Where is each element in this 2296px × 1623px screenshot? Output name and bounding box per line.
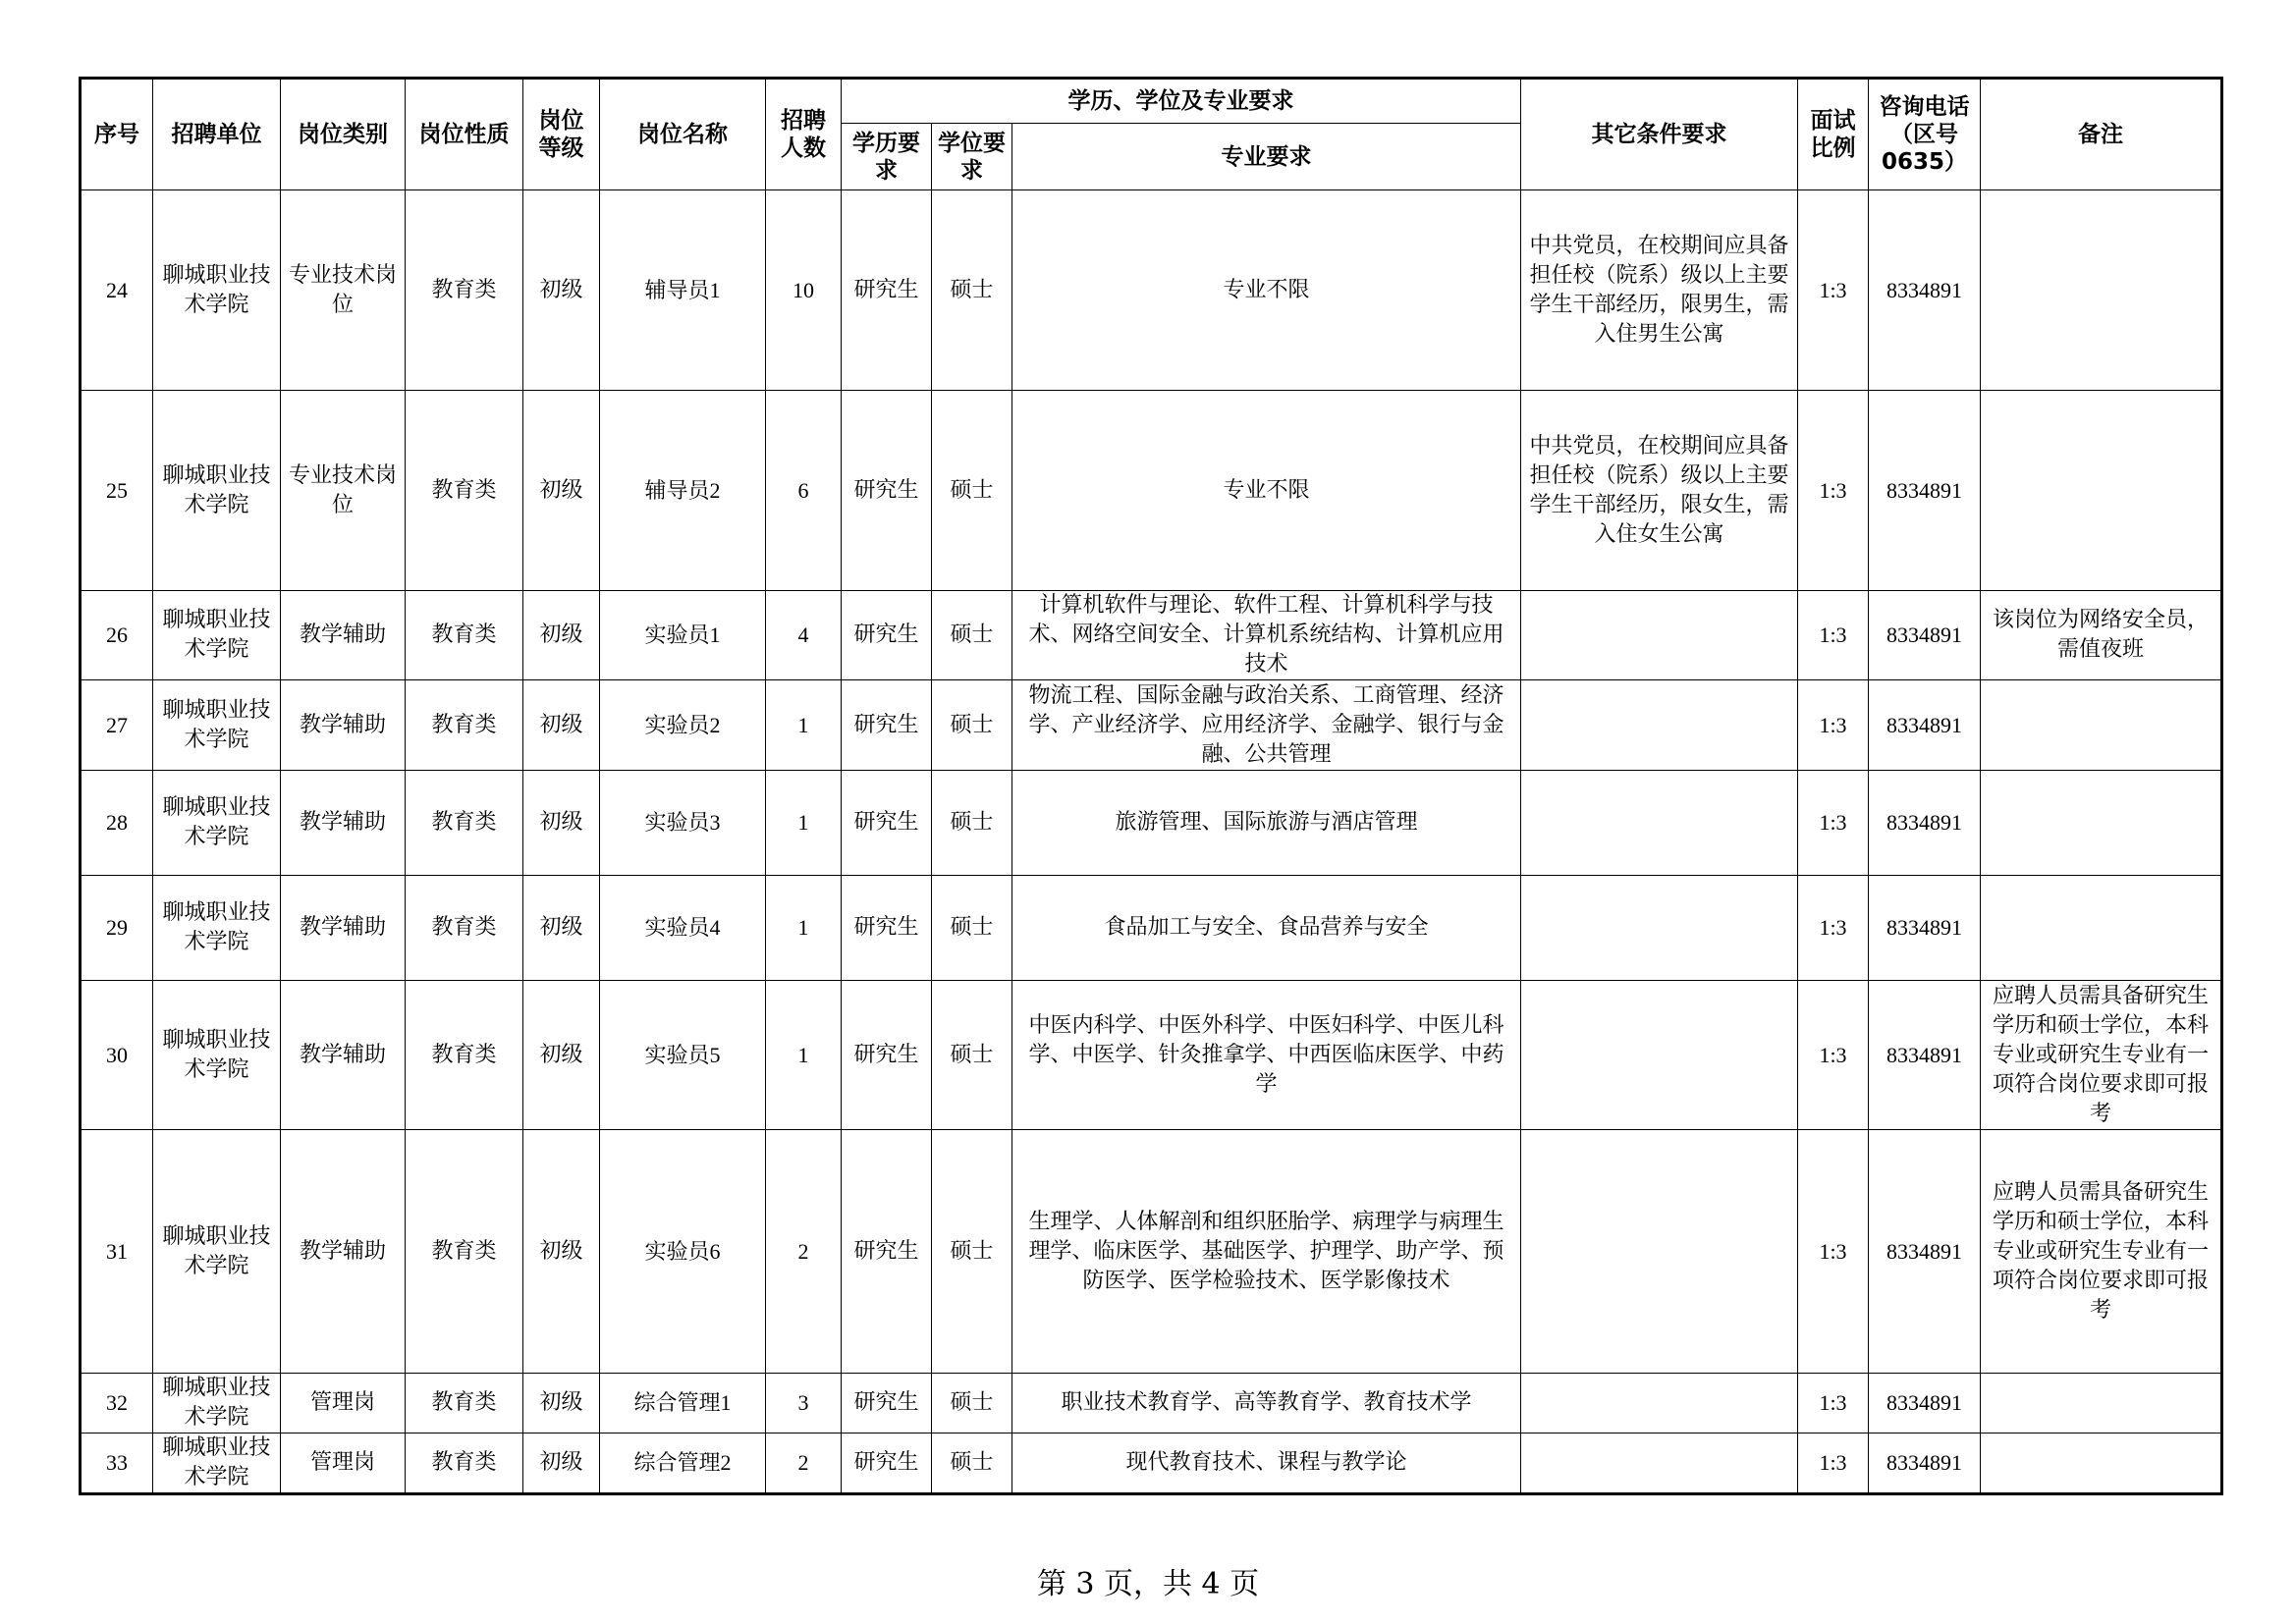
- cell-phone: 8334891: [1869, 190, 1981, 391]
- cell-phone: 8334891: [1869, 391, 1981, 591]
- cell-edu: 研究生: [842, 1374, 932, 1434]
- cell-other: [1521, 1434, 1798, 1494]
- header-count: 招聘人数: [766, 79, 842, 190]
- cell-other: [1521, 1130, 1798, 1374]
- cell-ratio: 1:3: [1798, 981, 1869, 1130]
- cell-count: 1: [766, 876, 842, 981]
- table-body: [81, 190, 2222, 1494]
- cell-edu: 研究生: [842, 981, 932, 1130]
- cell-ratio: 1:3: [1798, 190, 1869, 391]
- cell-nature: 教育类: [406, 771, 523, 876]
- table-row: [81, 1374, 2222, 1434]
- cell-category: 教学辅助: [281, 591, 406, 680]
- cell-other: [1521, 680, 1798, 771]
- cell-category: 教学辅助: [281, 876, 406, 981]
- cell-level: 初级: [523, 591, 600, 680]
- cell-edu: 研究生: [842, 591, 932, 680]
- cell-name: 实验员4: [600, 876, 766, 981]
- cell-degree: 硕士: [932, 391, 1012, 591]
- cell-major: 物流工程、国际金融与政治关系、工商管理、经济学、产业经济学、应用经济学、金融学、银行与金融、公共管理: [1012, 680, 1521, 771]
- cell-nature: 教育类: [406, 876, 523, 981]
- cell-count: 2: [766, 1434, 842, 1494]
- cell-count: 1: [766, 771, 842, 876]
- header-edu-group: 学历、学位及专业要求: [842, 79, 1521, 124]
- cell-unit: 聊城职业技术学院: [153, 876, 281, 981]
- cell-level: 初级: [523, 771, 600, 876]
- table-row: [81, 981, 2222, 1130]
- cell-other: 中共党员，在校期间应具备担任校（院系）级以上主要学生干部经历，限男生，需入住男生公寓: [1521, 190, 1798, 391]
- cell-ratio: 1:3: [1798, 391, 1869, 591]
- cell-count: 2: [766, 1130, 842, 1374]
- cell-nature: 教育类: [406, 591, 523, 680]
- cell-name: 辅导员2: [600, 391, 766, 591]
- cell-level: 初级: [523, 1374, 600, 1434]
- cell-category: 专业技术岗位: [281, 391, 406, 591]
- cell-nature: 教育类: [406, 190, 523, 391]
- cell-phone: 8334891: [1869, 591, 1981, 680]
- cell-category: 教学辅助: [281, 771, 406, 876]
- cell-unit: 聊城职业技术学院: [153, 190, 281, 391]
- cell-remark: [1981, 190, 2222, 391]
- cell-degree: 硕士: [932, 1130, 1012, 1374]
- cell-major: 职业技术教育学、高等教育学、教育技术学: [1012, 1374, 1521, 1434]
- cell-ratio: 1:3: [1798, 1374, 1869, 1434]
- table-row: [81, 1434, 2222, 1494]
- cell-remark: [1981, 876, 2222, 981]
- cell-remark: [1981, 1434, 2222, 1494]
- cell-level: 初级: [523, 981, 600, 1130]
- cell-major: 现代教育技术、课程与教学论: [1012, 1434, 1521, 1494]
- recruitment-table: [79, 77, 2223, 1495]
- cell-edu: 研究生: [842, 771, 932, 876]
- table-row: [81, 591, 2222, 680]
- header-other: 其它条件要求: [1521, 79, 1798, 190]
- cell-remark: 该岗位为网络安全员，需值夜班: [1981, 591, 2222, 680]
- cell-category: 教学辅助: [281, 680, 406, 771]
- cell-nature: 教育类: [406, 391, 523, 591]
- cell-edu: 研究生: [842, 680, 932, 771]
- cell-nature: 教育类: [406, 1434, 523, 1494]
- header-major: 专业要求: [1012, 124, 1521, 190]
- cell-phone: 8334891: [1869, 1374, 1981, 1434]
- cell-seq: 28: [81, 771, 153, 876]
- cell-degree: 硕士: [932, 1374, 1012, 1434]
- cell-name: 实验员2: [600, 680, 766, 771]
- cell-other: 中共党员，在校期间应具备担任校（院系）级以上主要学生干部经历，限女生，需入住女生公寓: [1521, 391, 1798, 591]
- cell-phone: 8334891: [1869, 680, 1981, 771]
- header-phone: 咨询电话（区号0635）: [1869, 79, 1981, 190]
- cell-category: 教学辅助: [281, 1130, 406, 1374]
- cell-unit: 聊城职业技术学院: [153, 1130, 281, 1374]
- table-row: [81, 680, 2222, 771]
- cell-count: 4: [766, 591, 842, 680]
- cell-phone: 8334891: [1869, 771, 1981, 876]
- header-name: 岗位名称: [600, 79, 766, 190]
- cell-other: [1521, 771, 1798, 876]
- cell-phone: 8334891: [1869, 876, 1981, 981]
- cell-edu: 研究生: [842, 1434, 932, 1494]
- cell-edu: 研究生: [842, 876, 932, 981]
- cell-seq: 29: [81, 876, 153, 981]
- table-row: [81, 771, 2222, 876]
- cell-major: 专业不限: [1012, 391, 1521, 591]
- page-footer: 第 3 页，共 4 页: [1036, 1567, 1260, 1601]
- cell-edu: 研究生: [842, 1130, 932, 1374]
- cell-ratio: 1:3: [1798, 680, 1869, 771]
- cell-level: 初级: [523, 1130, 600, 1374]
- cell-count: 6: [766, 391, 842, 591]
- cell-major: 食品加工与安全、食品营养与安全: [1012, 876, 1521, 981]
- cell-level: 初级: [523, 190, 600, 391]
- table-row: [81, 391, 2222, 591]
- cell-name: 辅导员1: [600, 190, 766, 391]
- cell-count: 10: [766, 190, 842, 391]
- header-remark: 备注: [1981, 79, 2222, 190]
- cell-other: [1521, 1374, 1798, 1434]
- cell-remark: [1981, 391, 2222, 591]
- header-level: 岗位等级: [523, 79, 600, 190]
- cell-seq: 25: [81, 391, 153, 591]
- cell-major: 生理学、人体解剖和组织胚胎学、病理学与病理生理学、临床医学、基础医学、护理学、助产学、预防医学、医学检验技术、医学影像技术: [1012, 1130, 1521, 1374]
- cell-level: 初级: [523, 1434, 600, 1494]
- cell-other: [1521, 981, 1798, 1130]
- cell-count: 1: [766, 680, 842, 771]
- cell-nature: 教育类: [406, 680, 523, 771]
- cell-unit: 聊城职业技术学院: [153, 391, 281, 591]
- cell-nature: 教育类: [406, 1130, 523, 1374]
- cell-count: 1: [766, 981, 842, 1130]
- header-row-1: [81, 79, 2222, 124]
- cell-seq: 24: [81, 190, 153, 391]
- cell-ratio: 1:3: [1798, 591, 1869, 680]
- cell-unit: 聊城职业技术学院: [153, 1374, 281, 1434]
- cell-ratio: 1:3: [1798, 1130, 1869, 1374]
- cell-seq: 32: [81, 1374, 153, 1434]
- cell-name: 实验员1: [600, 591, 766, 680]
- header-nature: 岗位性质: [406, 79, 523, 190]
- cell-edu: 研究生: [842, 391, 932, 591]
- table-row: [81, 876, 2222, 981]
- cell-seq: 33: [81, 1434, 153, 1494]
- cell-unit: 聊城职业技术学院: [153, 680, 281, 771]
- cell-degree: 硕士: [932, 1434, 1012, 1494]
- cell-name: 综合管理2: [600, 1434, 766, 1494]
- header-category: 岗位类别: [281, 79, 406, 190]
- cell-ratio: 1:3: [1798, 1434, 1869, 1494]
- cell-ratio: 1:3: [1798, 876, 1869, 981]
- cell-nature: 教育类: [406, 981, 523, 1130]
- cell-nature: 教育类: [406, 1374, 523, 1434]
- cell-seq: 27: [81, 680, 153, 771]
- cell-unit: 聊城职业技术学院: [153, 591, 281, 680]
- cell-seq: 26: [81, 591, 153, 680]
- cell-level: 初级: [523, 876, 600, 981]
- cell-unit: 聊城职业技术学院: [153, 1434, 281, 1494]
- cell-major: 计算机软件与理论、软件工程、计算机科学与技术、网络空间安全、计算机系统结构、计算机应用技术: [1012, 591, 1521, 680]
- cell-edu: 研究生: [842, 190, 932, 391]
- cell-other: [1521, 591, 1798, 680]
- cell-category: 管理岗: [281, 1434, 406, 1494]
- cell-category: 专业技术岗位: [281, 190, 406, 391]
- cell-seq: 30: [81, 981, 153, 1130]
- cell-major: 中医内科学、中医外科学、中医妇科学、中医儿科学、中医学、针灸推拿学、中西医临床医学、中药学: [1012, 981, 1521, 1130]
- cell-degree: 硕士: [932, 190, 1012, 391]
- table-row: [81, 190, 2222, 391]
- cell-degree: 硕士: [932, 771, 1012, 876]
- cell-remark: [1981, 1374, 2222, 1434]
- table-row: [81, 1130, 2222, 1374]
- cell-phone: 8334891: [1869, 1130, 1981, 1374]
- cell-degree: 硕士: [932, 680, 1012, 771]
- cell-other: [1521, 876, 1798, 981]
- header-seq: 序号: [81, 79, 153, 190]
- cell-seq: 31: [81, 1130, 153, 1374]
- cell-name: 实验员5: [600, 981, 766, 1130]
- cell-phone: 8334891: [1869, 981, 1981, 1130]
- cell-level: 初级: [523, 680, 600, 771]
- cell-count: 3: [766, 1374, 842, 1434]
- cell-ratio: 1:3: [1798, 771, 1869, 876]
- cell-remark: 应聘人员需具备研究生学历和硕士学位，本科专业或研究生专业有一项符合岗位要求即可报考: [1981, 1130, 2222, 1374]
- cell-degree: 硕士: [932, 876, 1012, 981]
- cell-name: 实验员3: [600, 771, 766, 876]
- cell-unit: 聊城职业技术学院: [153, 981, 281, 1130]
- cell-phone: 8334891: [1869, 1434, 1981, 1494]
- cell-remark: [1981, 680, 2222, 771]
- cell-category: 管理岗: [281, 1374, 406, 1434]
- cell-degree: 硕士: [932, 981, 1012, 1130]
- cell-level: 初级: [523, 391, 600, 591]
- header-edu: 学历要求: [842, 124, 932, 190]
- cell-remark: 应聘人员需具备研究生学历和硕士学位，本科专业或研究生专业有一项符合岗位要求即可报考: [1981, 981, 2222, 1130]
- header-ratio: 面试比例: [1798, 79, 1869, 190]
- cell-category: 教学辅助: [281, 981, 406, 1130]
- cell-major: 专业不限: [1012, 190, 1521, 391]
- cell-name: 实验员6: [600, 1130, 766, 1374]
- header-unit: 招聘单位: [153, 79, 281, 190]
- cell-major: 旅游管理、国际旅游与酒店管理: [1012, 771, 1521, 876]
- cell-degree: 硕士: [932, 591, 1012, 680]
- cell-unit: 聊城职业技术学院: [153, 771, 281, 876]
- cell-remark: [1981, 771, 2222, 876]
- cell-name: 综合管理1: [600, 1374, 766, 1434]
- header-degree: 学位要求: [932, 124, 1012, 190]
